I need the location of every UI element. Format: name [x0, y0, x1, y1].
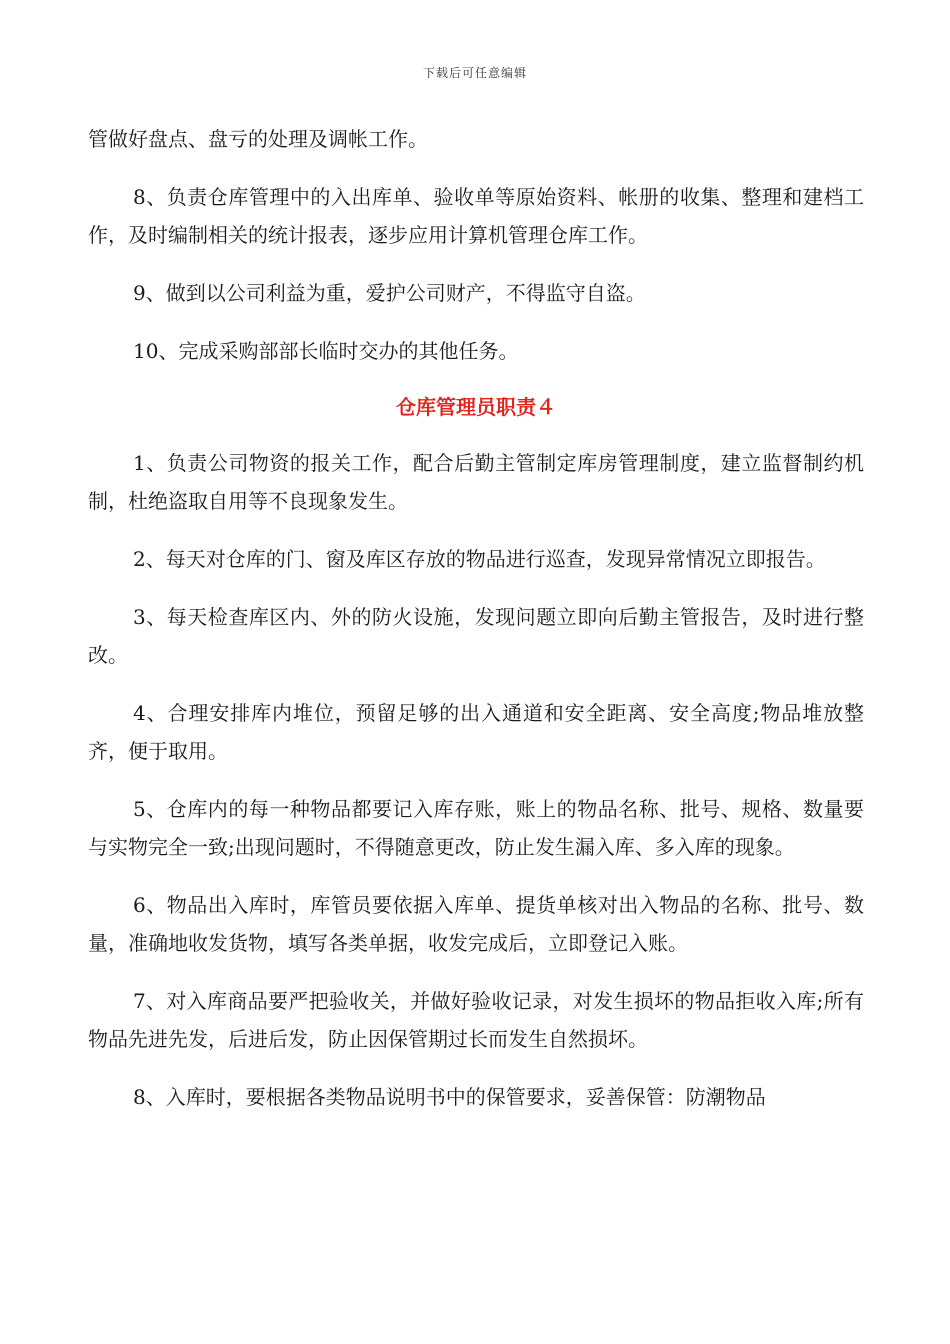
paragraph-continuation: 管做好盘点、盘亏的处理及调帐工作。 — [88, 127, 428, 151]
page-header-note: 下载后可任意编辑 — [422, 66, 527, 80]
paragraph-duty-7: 7、对入库商品要严把验收关，并做好验收记录，对发生损坏的物品拒收入库;所有物品先进先发，后进后发，防止因保管期过长而发生自然损坏。 — [88, 989, 864, 1051]
paragraph-item-10: 10、完成采购部部长临时交办的其他任务。 — [133, 339, 519, 363]
paragraph-item-9: 9、做到以公司利益为重，爱护公司财产，不得监守自盗。 — [133, 281, 646, 305]
paragraph-duty-3: 3、每天检查库区内、外的防火设施，发现问题立即向后勤主管报告，及时进行整改。 — [88, 605, 864, 667]
paragraph-item-8: 8、负责仓库管理中的入出库单、验收单等原始资料、帐册的收集、整理和建档工作，及时编制相关的统计报表，逐步应用计算机管理仓库工作。 — [88, 185, 864, 247]
document-body — [88, 120, 864, 1136]
paragraph-duty-1: 1、负责公司物资的报关工作，配合后勤主管制定库房管理制度，建立监督制约机制，杜绝盗取自用等不良现象发生。 — [88, 451, 864, 513]
paragraph-duty-5: 5、仓库内的每一种物品都要记入库存账，账上的物品名称、批号、规格、数量要与实物完全一致;出现问题时，不得随意更改，防止发生漏入库、多入库的现象。 — [88, 797, 864, 859]
paragraph-duty-6: 6、物品出入库时，库管员要依据入库单、提货单核对出入物品的名称、批号、数量，准确地收发货物，填写各类单据，收发完成后，立即登记入账。 — [88, 893, 864, 955]
paragraph-duty-2: 2、每天对仓库的门、窗及库区存放的物品进行巡查，发现异常情况立即报告。 — [133, 547, 826, 571]
paragraph-duty-4: 4、合理安排库内堆位，预留足够的出入通道和安全距离、安全高度;物品堆放整齐，便于取用。 — [88, 701, 864, 763]
paragraph-duty-8: 8、入库时，要根据各类物品说明书中的保管要求，妥善保管：防潮物品 — [133, 1085, 766, 1109]
section-title: 仓库管理员职责４ — [396, 395, 556, 419]
